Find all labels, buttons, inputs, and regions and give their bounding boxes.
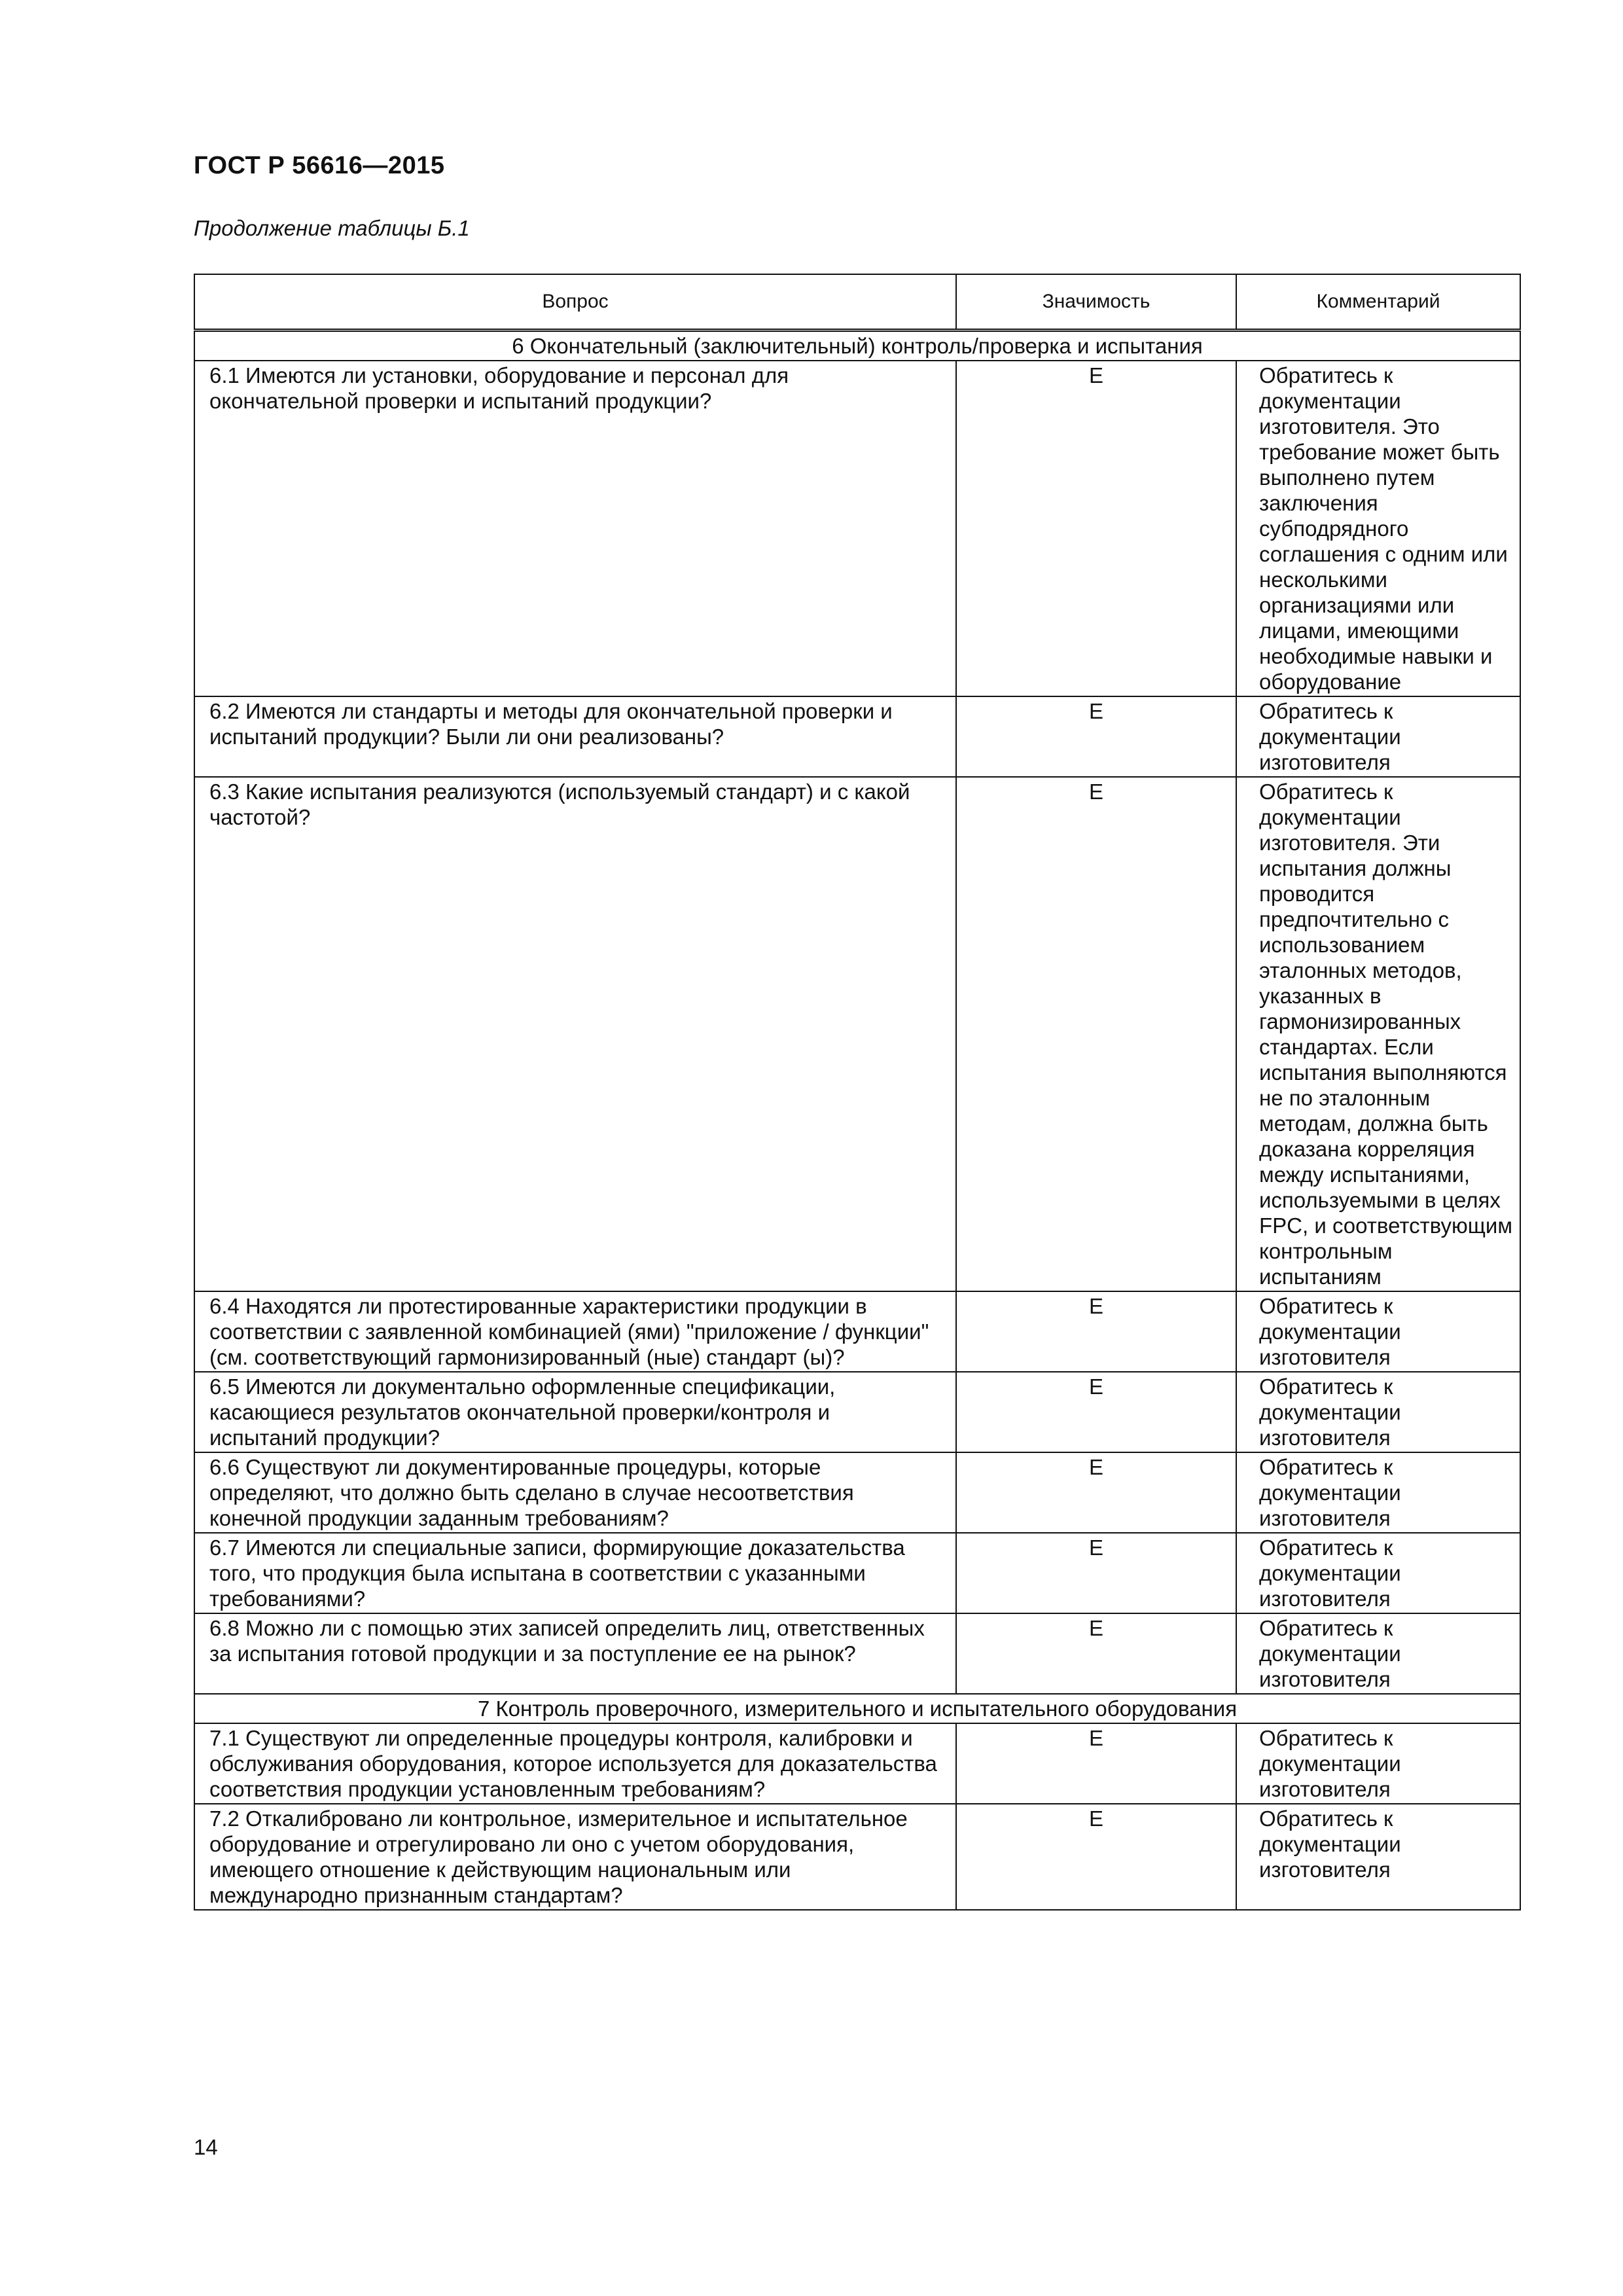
- comment-cell: Обратитесь к документации изготовителя: [1236, 1613, 1520, 1694]
- section-title-6: 6 Окончательный (заключительный) контроль/проверка и испытания: [194, 331, 1520, 361]
- column-header-significance: Значимость: [956, 274, 1236, 331]
- table-row: [194, 777, 1520, 1291]
- question-cell: 6.8 Можно ли с помощью этих записей определить лиц, ответственных за испытания готовой продукции и за поступление ее на рынок?: [194, 1613, 956, 1694]
- significance-cell: E: [956, 1291, 1236, 1372]
- significance-cell: E: [956, 1452, 1236, 1533]
- comment-cell: Обратитесь к документации изготовителя: [1236, 1291, 1520, 1372]
- table-header-row: [194, 274, 1520, 331]
- column-header-comment: Комментарий: [1236, 274, 1520, 331]
- comment-cell: Обратитесь к документации изготовителя: [1236, 1372, 1520, 1452]
- comment-cell: Обратитесь к документации изготовителя: [1236, 1533, 1520, 1613]
- question-cell: 6.7 Имеются ли специальные записи, формирующие доказательства того, что продукция была испытана в соответствии с указанными требованиями?: [194, 1533, 956, 1613]
- question-cell: 6.4 Находятся ли протестированные характеристики продукции в соответствии с заявленной комбинацией (ями) "приложение / функции" (см. соответствующий гармонизированный (ные) стандарт (ы)?: [194, 1291, 956, 1372]
- section-row: [194, 331, 1520, 361]
- table-row: [194, 1723, 1520, 1804]
- table-row: [194, 1804, 1520, 1910]
- question-cell: 6.5 Имеются ли документально оформленные спецификации, касающиеся результатов окончательной проверки/контроля и испытаний продукции?: [194, 1372, 956, 1452]
- significance-cell: E: [956, 1804, 1236, 1910]
- comment-cell: Обратитесь к документации изготовителя: [1236, 696, 1520, 777]
- table-caption: Продолжение таблицы Б.1: [194, 216, 470, 240]
- question-cell: 6.1 Имеются ли установки, оборудование и персонал для окончательной проверки и испытаний продукции?: [194, 361, 956, 696]
- comment-cell: Обратитесь к документации изготовителя: [1236, 1723, 1520, 1804]
- significance-cell: E: [956, 1613, 1236, 1694]
- significance-cell: E: [956, 777, 1236, 1291]
- table-row: [194, 696, 1520, 777]
- question-cell: 7.1 Существуют ли определенные процедуры контроля, калибровки и обслуживания оборудования, которое используется для доказательства соответствия продукции установленным требованиям?: [194, 1723, 956, 1804]
- page-number: 14: [194, 2135, 218, 2159]
- table-row: [194, 1291, 1520, 1372]
- table-row: [194, 1452, 1520, 1533]
- question-cell: 6.6 Существуют ли документированные процедуры, которые определяют, что должно быть сделано в случае несоответствия конечной продукции заданным требованиям?: [194, 1452, 956, 1533]
- significance-cell: E: [956, 1533, 1236, 1613]
- document-code: ГОСТ Р 56616—2015: [194, 152, 445, 179]
- section-title-7: 7 Контроль проверочного, измерительного и испытательного оборудования: [194, 1694, 1520, 1723]
- question-cell: 7.2 Откалибровано ли контрольное, измерительное и испытательное оборудование и отрегулировано ли оно с учетом оборудования, имеющего отношение к действующим национальным или международно признанным стандартам?: [194, 1804, 956, 1910]
- section-row: [194, 1694, 1520, 1723]
- significance-cell: E: [956, 1372, 1236, 1452]
- question-cell: 6.3 Какие испытания реализуются (используемый стандарт) и с какой частотой?: [194, 777, 956, 1291]
- table-row: [194, 1533, 1520, 1613]
- table-row: [194, 1372, 1520, 1452]
- table-row: [194, 1613, 1520, 1694]
- significance-cell: E: [956, 1723, 1236, 1804]
- significance-cell: E: [956, 696, 1236, 777]
- table-row: [194, 361, 1520, 696]
- comment-cell: Обратитесь к документации изготовителя: [1236, 1804, 1520, 1910]
- significance-cell: E: [956, 361, 1236, 696]
- column-header-question: Вопрос: [194, 274, 956, 331]
- checklist-table: [194, 274, 1521, 1910]
- comment-cell: Обратитесь к документации изготовителя. Это требование может быть выполнено путем заключения субподрядного соглашения с одним или несколькими организациями или лицами, имеющими необходимые навыки и оборудование: [1236, 361, 1520, 696]
- comment-cell: Обратитесь к документации изготовителя. Эти испытания должны проводится предпочтительно с использованием эталонных методов, указанных в гармонизированных стандартах. Если испытания выполняются не по эталонным методам, должна быть доказана корреляция между испытаниями, используемыми в целях FPC, и соответствующим контрольным испытаниям: [1236, 777, 1520, 1291]
- question-cell: 6.2 Имеются ли стандарты и методы для окончательной проверки и испытаний продукции? Были ли они реализованы?: [194, 696, 956, 777]
- comment-cell: Обратитесь к документации изготовителя: [1236, 1452, 1520, 1533]
